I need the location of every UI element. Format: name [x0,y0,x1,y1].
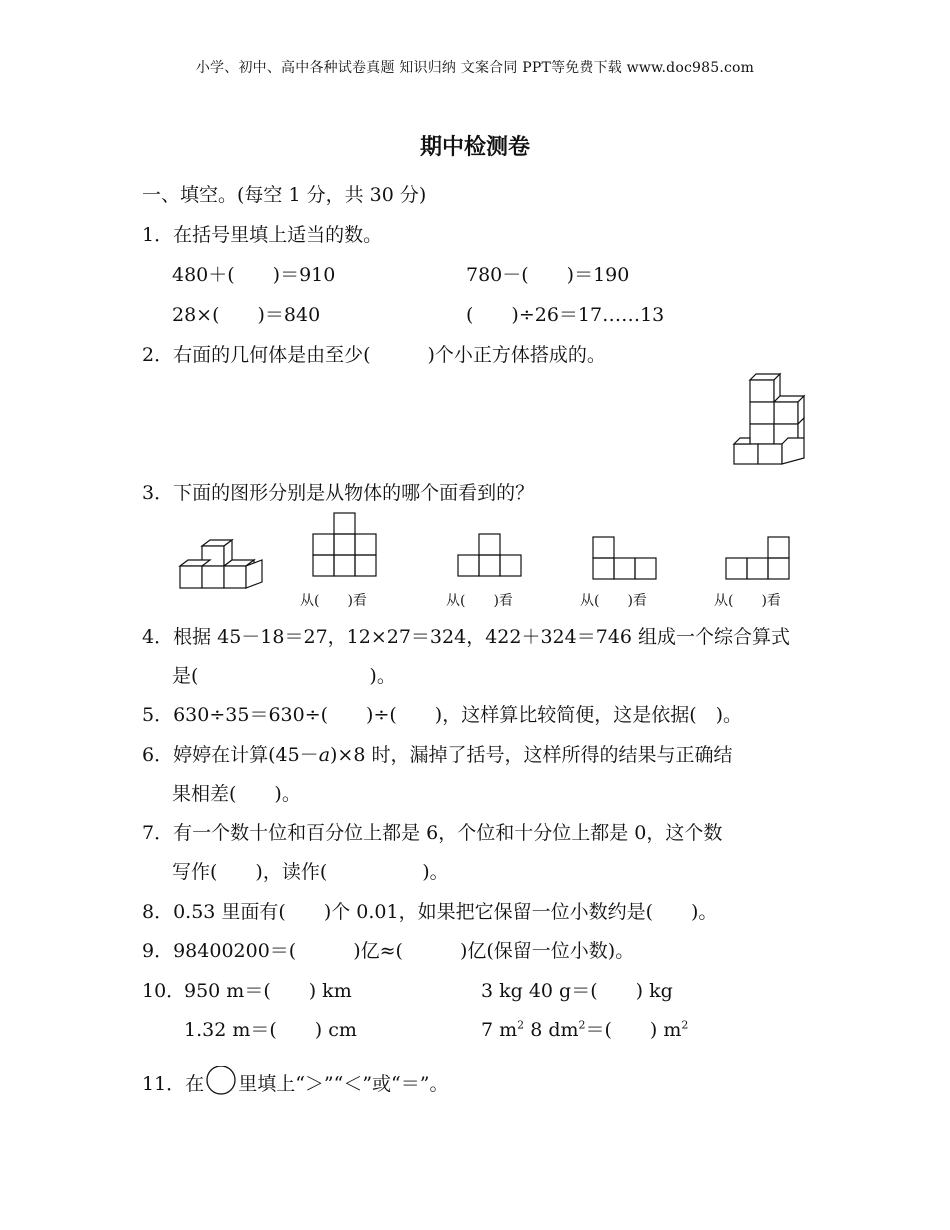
q11-pre: 11．在 [142,1073,205,1095]
view-4-label: 从( )看 [714,593,781,609]
q1-expr-b: 780－( )＝190 [466,264,630,286]
question-1: 1．在括号里填上适当的数。 [142,224,383,246]
q10-d-sup3: 2 [681,1018,689,1032]
q10-expr-d [481,1015,688,1042]
q10-d-part1: 7 m [481,1019,518,1041]
block-object-figure [178,536,264,592]
question-8: 8．0.53 里面有( )个 0.01，如果把它保留一位小数约是( )。 [142,901,718,923]
page-title: 期中检测卷 [419,135,530,160]
question-2: 2．右面的几何体是由至少( )个小正方体搭成的。 [142,344,606,366]
q10-expr-c: 1.32 m＝( ) cm [184,1019,357,1041]
q10-d-sup1: 2 [517,1018,525,1032]
q10-expr-b: 3 kg 40 g＝( ) kg [481,980,673,1002]
q10-d-part2: 8 dm [524,1019,579,1041]
section-heading: 一、填空。(每空 1 分，共 30 分) [142,184,427,206]
q6-post: )×8 时，漏掉了括号，这样所得的结果与正确结 [330,744,733,766]
q1-expr-a: 480＋( )＝910 [172,264,336,286]
q10-d-sup2: 2 [578,1018,586,1032]
q10-d-part3: ＝( ) m [585,1019,682,1041]
q11-post: 里填上“＞”“＜”或“＝”。 [238,1073,449,1095]
q10-expr-a: 950 m＝( ) km [184,980,352,1002]
question-6-line2: 果相差( )。 [172,783,301,805]
circle-blank-icon [204,1066,238,1096]
page-header: 小学、初中、高中各种试卷真题 知识归纳 文案合同 PPT等免费下载 www.doc985.com [195,60,755,76]
question-3: 3．下面的图形分别是从物体的哪个面看到的？ [142,482,535,504]
question-6-line1 [142,740,732,767]
cube-stack-figure [730,372,815,467]
view-2-figure [457,532,523,578]
view-2-label: 从( )看 [446,593,513,609]
view-1-figure [312,511,378,579]
view-3-figure [592,535,658,581]
question-4-line2: 是( )。 [172,665,396,687]
question-10-number: 10． [142,980,186,1002]
question-9: 9．98400200＝( )亿≈( )亿(保留一位小数)。 [142,940,635,962]
q1-expr-c: 28×( )＝840 [172,304,321,326]
view-3-label: 从( )看 [580,593,647,609]
q1-expr-d: ( )÷26＝17……13 [466,304,665,326]
question-11 [142,1066,448,1096]
question-7-line1: 7．有一个数十位和百分位上都是 6，个位和十分位上都是 0，这个数 [142,822,723,844]
q6-pre: 6．婷婷在计算(45－ [142,744,319,766]
q6-variable: a [318,744,331,766]
view-1-label: 从( )看 [300,593,367,609]
view-4-figure [725,535,791,581]
question-7-line2: 写作( )，读作( )。 [172,861,449,883]
question-5: 5．630÷35＝630÷( )÷( )，这样算比较简便，这是依据( )。 [142,704,743,726]
question-4-line1: 4．根据 45－18＝27，12×27＝324，422＋324＝746 组成一个综合算式 [142,626,791,648]
